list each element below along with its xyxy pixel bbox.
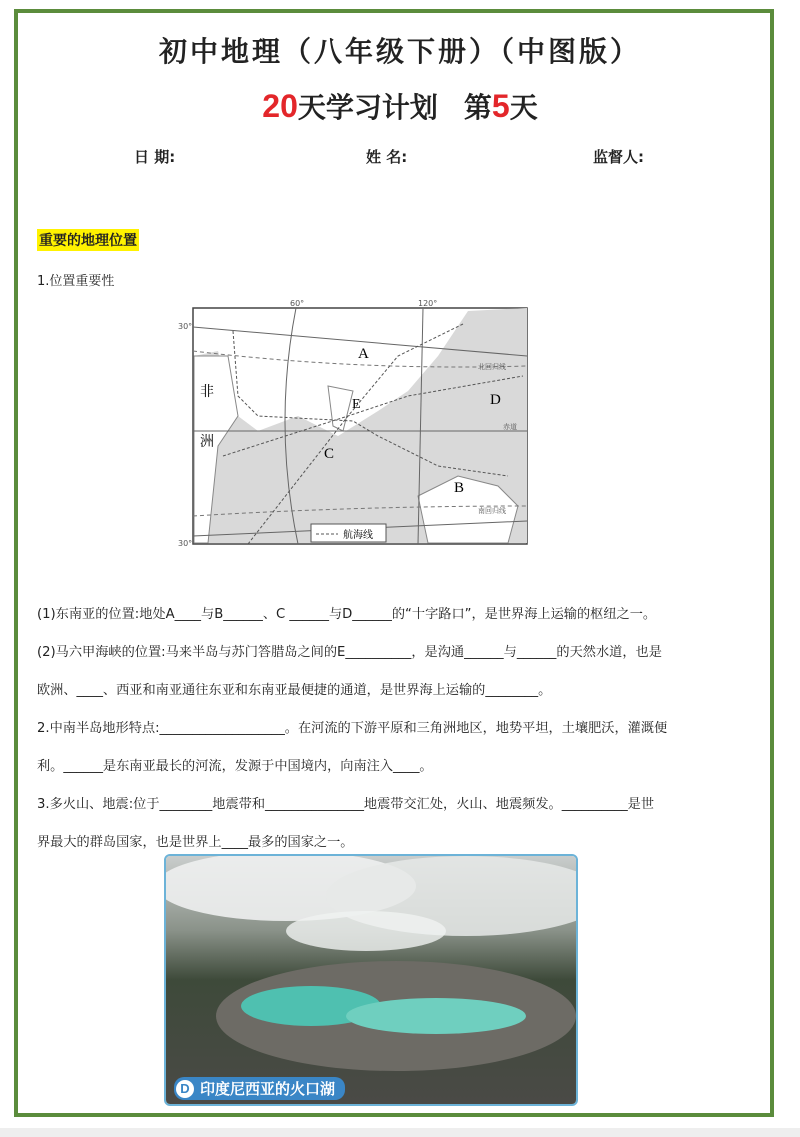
lon-120-label: 120° — [418, 299, 438, 308]
equator-label: 赤道 — [503, 423, 517, 431]
paragraph-line: 2.中南半岛地形特点:___________________。在河流的下游平原和三角洲地区，地势平坦，土壤肥沃，灌溉便 — [37, 721, 668, 736]
day-number: 5 — [491, 88, 510, 124]
southeast-asia-map — [178, 296, 538, 552]
caption-text: 印度尼西亚的火口湖 — [200, 1080, 336, 1098]
name-label: 姓 名: — [366, 148, 408, 166]
date-label: 日 期: — [134, 148, 176, 166]
tropic-cancer-label: 北回归线 — [478, 363, 506, 371]
supervisor-label: 监督人: — [593, 148, 644, 166]
crater-lake-photo — [164, 854, 578, 1106]
lat-30n-label: 30° — [178, 322, 193, 331]
paragraph-line: 利。______是东南亚最长的河流，发源于中国境内，向南注入____。 — [37, 759, 433, 774]
page-title: 初中地理（八年级下册）（中图版） — [158, 35, 641, 68]
day-suffix: 天 — [509, 91, 538, 124]
page-subtitle — [0, 86, 800, 126]
label-e: E — [352, 397, 361, 412]
plan-days: 20 — [262, 88, 298, 124]
day-prefix: 第 — [463, 91, 492, 124]
lat-30s-label: 30° — [178, 539, 193, 548]
label-b: B — [454, 480, 465, 496]
paragraph-line: 界最大的群岛国家，也是世界上____最多的国家之一。 — [37, 835, 354, 850]
crater-lake-image — [166, 856, 576, 1104]
africa-label-1: 非 — [200, 384, 214, 400]
label-d: D — [490, 392, 501, 408]
paragraph-line: (1)东南亚的位置:地处A____与B______、C ______与D______的“十字路口”，是世界海上运输的枢纽之一。 — [37, 607, 657, 622]
photo-caption — [174, 1077, 345, 1100]
paragraph-line: 3.多火山、地震:位于________地震带和_______________地震带交汇处，火山、地震频发。__________是世 — [37, 797, 655, 812]
plan-text: 天学习计划 — [297, 91, 438, 124]
lon-60-label: 60° — [290, 299, 305, 308]
page-bottom-edge — [0, 1128, 800, 1137]
label-c: C — [324, 446, 335, 462]
paragraph-line: (2)马六甲海峡的位置:马来半岛与苏门答腊岛之间的E__________，是沟通______与______的天然水道，也是 — [37, 645, 662, 660]
question-1-title: 1.位置重要性 — [37, 274, 115, 289]
legend-label: 航海线 — [343, 530, 373, 541]
paragraph-line: 欧洲、____、西亚和南亚通往东亚和东南亚最便捷的通道，是世界海上运输的________。 — [37, 683, 552, 698]
section-title: 重要的地理位置 — [37, 229, 139, 251]
caption-badge: D — [176, 1080, 194, 1098]
label-a: A — [358, 346, 369, 362]
tropic-capricorn-label: 南回归线 — [478, 507, 506, 515]
africa-label-2: 洲 — [200, 434, 214, 450]
crater-lake-right — [346, 998, 526, 1034]
